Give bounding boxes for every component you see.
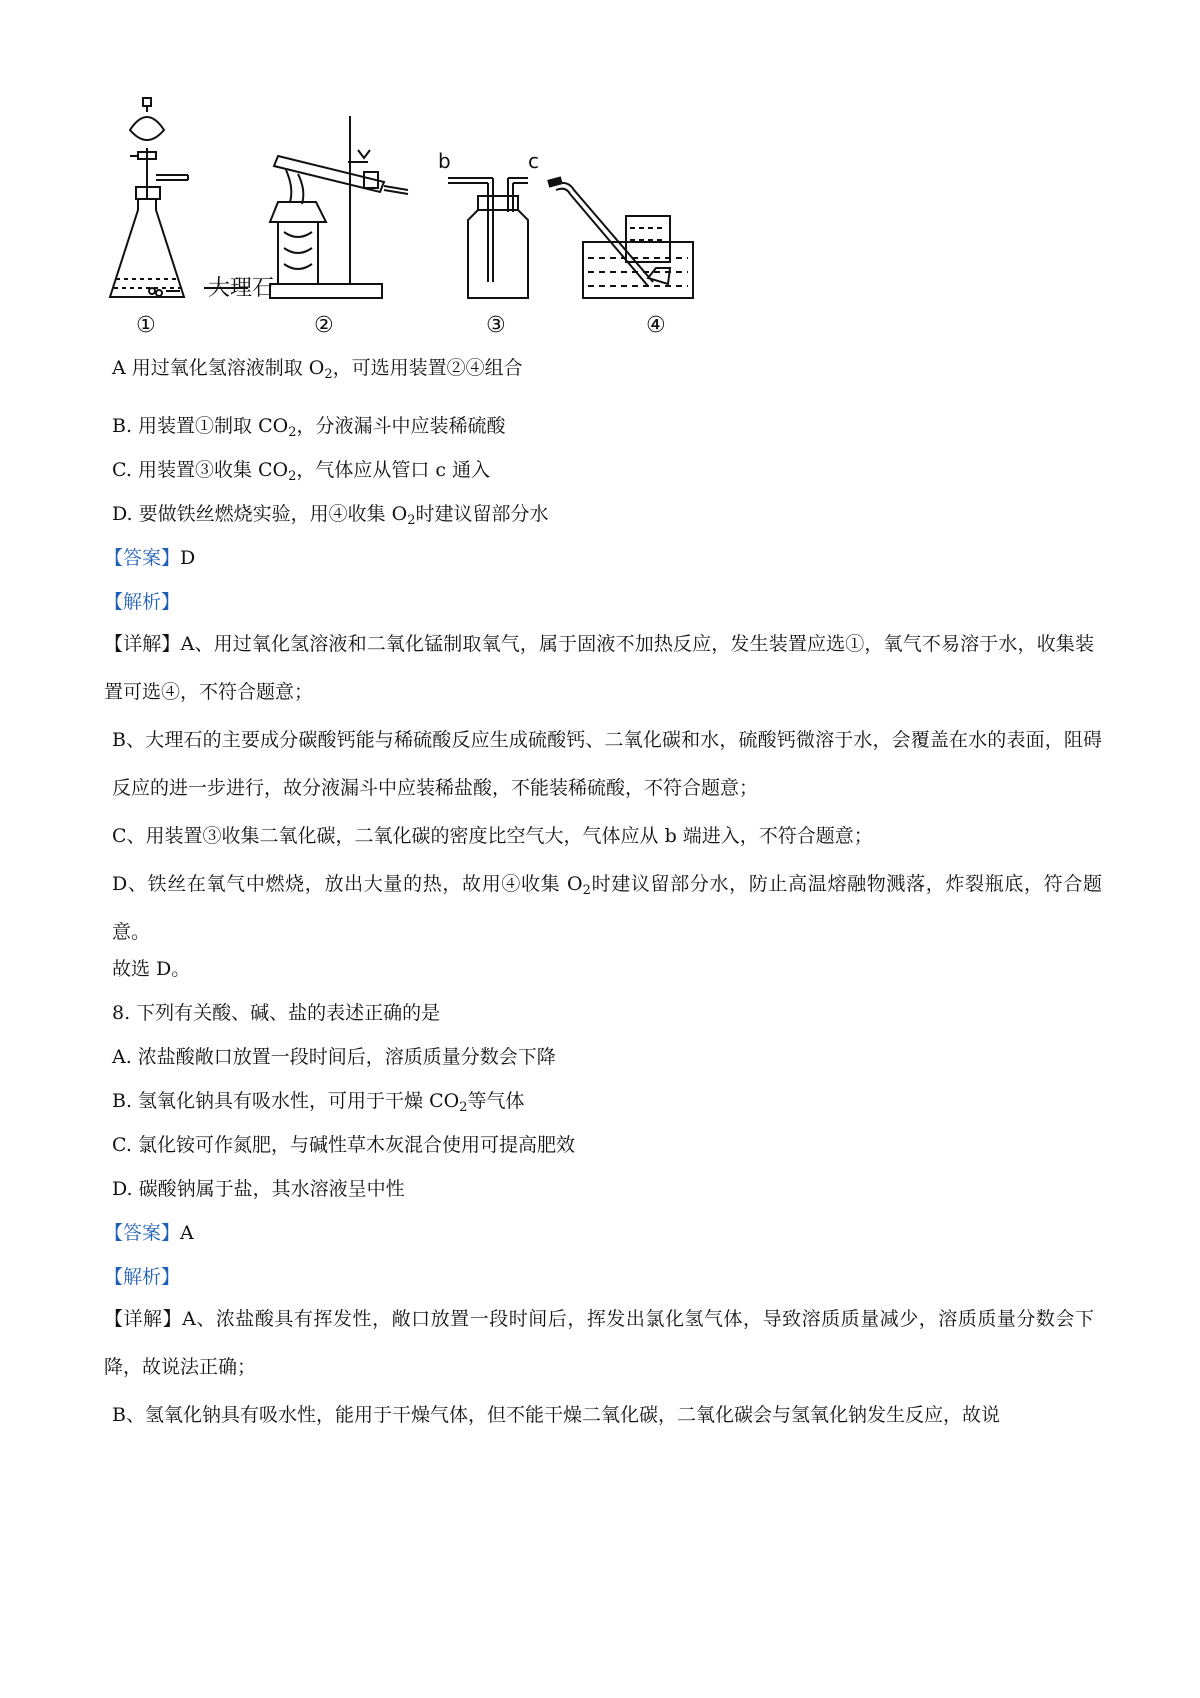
label-tube-c: c <box>528 149 539 173</box>
q8-detail-b-text: B、氢氧化钠具有吸水性，能用于干燥气体，但不能干燥二氧化碳，二氧化碳会与氢氧化钠发生反应，故说 <box>112 1404 1000 1426</box>
q8-detail-a-text: A、浓盐酸具有挥发性，敞口放置一段时间后，挥发出氯化氢气体，导致溶质质量减少，溶质质量分数会下降，故说法正确； <box>104 1308 1094 1378</box>
q8-option-c-text: C. 氯化铵可作氮肥，与碱性草木灰混合使用可提高肥效 <box>112 1134 575 1156</box>
q7-conclusion <box>112 956 190 982</box>
q7-detail-tag: 【详解】 <box>104 633 181 655</box>
label-marble: 大理石 <box>208 276 275 301</box>
q8-option-b-sub: 2 <box>459 1100 468 1115</box>
q7-option-d-text: D. 要做铁丝燃烧实验，用④收集 O <box>112 503 408 525</box>
q7-option-b-sub: 2 <box>288 425 297 440</box>
q8-stem <box>112 1000 440 1026</box>
caption-4: ④ <box>646 313 666 338</box>
q7-detail-b <box>112 716 1102 812</box>
q7-option-c-sub: 2 <box>288 469 297 484</box>
q7-detail-c-text: C、用装置③收集二氧化碳，二氧化碳的密度比空气大，气体应从 b 端进入，不符合题意； <box>112 825 873 847</box>
q7-option-b-text-end: ，分液漏斗中应装稀硫酸 <box>296 415 506 437</box>
q7-option-d-sub: 2 <box>407 513 416 528</box>
q7-answer-value: D <box>180 547 196 569</box>
q7-option-b-text: B. 用装置①制取 CO <box>112 415 289 437</box>
q8-detail-tag: 【详解】 <box>104 1308 183 1330</box>
q7-detail-d-sub: 2 <box>582 883 591 898</box>
q8-answer <box>104 1220 194 1246</box>
apparatus-1-flask-funnel <box>110 98 188 297</box>
q8-option-c <box>112 1132 575 1158</box>
q7-option-c-text-end: ，气体应从管口 c 通入 <box>296 459 491 481</box>
q7-detail-c <box>112 812 1102 860</box>
q7-detail-a-text: A、用过氧化氢溶液和二氧化锰制取氧气，属于固液不加热反应，发生装置应选①，氧气不易溶于水，收集装置可选④，不符合题意； <box>104 633 1094 703</box>
q7-option-c-text: C. 用装置③收集 CO <box>112 459 289 481</box>
q7-option-b <box>112 413 506 439</box>
q7-detail-d <box>112 860 1102 956</box>
q8-option-b-text-end: 等气体 <box>467 1090 525 1112</box>
q7-conclusion-text: 故选 D。 <box>112 958 191 980</box>
q7-option-c <box>112 457 490 483</box>
q8-analysis-tag: 【解析】 <box>104 1266 181 1288</box>
caption-2: ② <box>314 313 334 338</box>
q7-option-a-text: A 用过氧化氢溶液制取 O <box>112 357 325 379</box>
q7-option-a-text-end: ，可选用装置②④组合 <box>332 357 523 379</box>
q8-option-b <box>112 1088 525 1114</box>
q8-option-a <box>112 1044 556 1070</box>
q8-detail-b <box>112 1391 1102 1439</box>
apparatus-figure <box>108 92 768 370</box>
q8-answer-tag: 【答案】 <box>104 1222 181 1244</box>
q7-detail-a <box>104 620 1094 716</box>
q8-option-d <box>112 1176 405 1202</box>
caption-3: ③ <box>486 313 506 338</box>
q7-option-d-text-end: 时建议留部分水 <box>415 503 549 525</box>
q7-option-a-sub: 2 <box>324 367 333 382</box>
apparatus-3-gas-bottle <box>448 178 528 298</box>
apparatus-2-heating-stand <box>270 116 408 298</box>
q8-analysis <box>104 1264 180 1290</box>
q8-option-b-text: B. 氢氧化钠具有吸水性，可用于干燥 CO <box>112 1090 460 1112</box>
q7-option-a <box>112 355 523 381</box>
label-tube-b: b <box>438 149 451 173</box>
q7-answer <box>104 545 195 571</box>
q8-answer-value: A <box>180 1222 194 1244</box>
q8-stem-text: 8. 下列有关酸、碱、盐的表述正确的是 <box>112 1002 441 1024</box>
q7-analysis-tag: 【解析】 <box>104 591 181 613</box>
q7-analysis <box>104 589 180 615</box>
q8-option-d-text: D. 碳酸钠属于盐，其水溶液呈中性 <box>112 1178 405 1200</box>
q7-answer-tag: 【答案】 <box>104 547 181 569</box>
q8-option-a-text: A. 浓盐酸敞口放置一段时间后，溶质质量分数会下降 <box>112 1046 556 1068</box>
q7-detail-d-text-end: 时建议留部分水，防止高温熔融物溅落，炸裂瓶底，符合题意。 <box>112 873 1102 943</box>
apparatus-4-water-trough <box>556 183 693 298</box>
q8-detail-a <box>104 1295 1094 1391</box>
q7-option-d <box>112 501 549 527</box>
caption-1: ① <box>136 313 156 338</box>
q7-detail-b-text: B、大理石的主要成分碳酸钙能与稀硫酸反应生成硫酸钙、二氧化碳和水，硫酸钙微溶于水，会覆盖在水的表面，阻碍反应的进一步进行，故分液漏斗中应装稀盐酸，不能装稀硫酸，不符合题意； <box>112 729 1102 799</box>
q7-detail-d-text: D、铁丝在氧气中燃烧，放出大量的热，故用④收集 O <box>112 873 583 895</box>
